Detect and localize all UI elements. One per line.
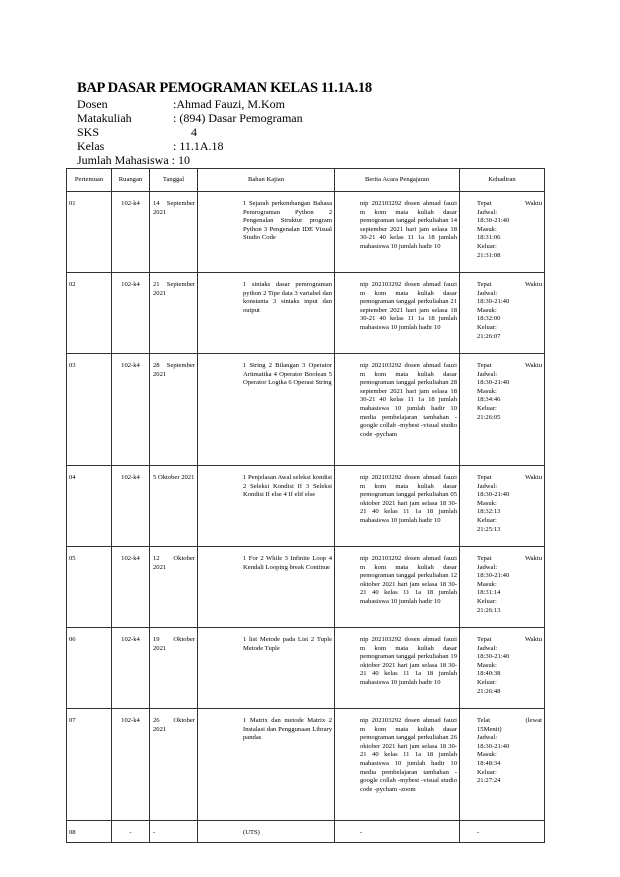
header-kehadiran: Kehadiran bbox=[460, 169, 545, 192]
cell-berita-acara: nip 202103292 dosen ahmad fauzi m kom mata kuliah dasar pemograman tanggal perkuliahan 12 oktober 2021 hari jam selasa 18 30-21 40 kelas 11 1a 18 jumlah mahasiswa 10 jumlah hadir 10 bbox=[335, 547, 460, 628]
kehadiran-status-a: Tepat bbox=[477, 555, 492, 562]
kehadiran-status-a: Tepat bbox=[477, 362, 492, 369]
cell-ruangan: 102-k4 bbox=[112, 192, 150, 273]
cell-tanggal: 5 Oktober 2021 bbox=[150, 466, 198, 547]
meta-row-matakuliah bbox=[77, 111, 303, 125]
table-row bbox=[67, 192, 545, 273]
cell-bahan-kajian: 1 list Metode pada List 2 Tuple Metode Tuple bbox=[198, 628, 335, 709]
cell-ruangan: 102-k4 bbox=[112, 628, 150, 709]
cell-tanggal: 14 September 2021 bbox=[150, 192, 198, 273]
cell-berita-acara: nip 202103292 dosen ahmad fauzi m kom mata kuliah dasar pemograman tanggal perkuliahan 26 oktober 2021 hari jam selasa 18 30-21 40 kelas 11 1a 18 jumlah mahasiswa 10 jumlah hadir 10 media pembelajaran tambahan -google collab -mybest -visual studio code -pycham -zoom bbox=[335, 709, 460, 821]
meta-label: SKS bbox=[77, 125, 100, 139]
table-row bbox=[67, 628, 545, 709]
cell-bahan-kajian: (UTS) bbox=[198, 821, 335, 843]
kehadiran-status-a: Tepat bbox=[477, 474, 492, 481]
kehadiran-detail: Jadwal: 18:30-21:40 Masuk: 18:31:06 Keluar: 21:31:08 bbox=[477, 208, 510, 259]
kehadiran-status-a: Tepat bbox=[477, 200, 492, 207]
document-title: BAP DASAR PEMOGRAMAN KELAS 11.1A.18 bbox=[77, 80, 372, 96]
table-row bbox=[67, 466, 545, 547]
cell-ruangan: 102-k4 bbox=[112, 709, 150, 821]
table-row bbox=[67, 354, 545, 466]
kehadiran-status bbox=[477, 717, 542, 726]
meta-label: Jumlah Mahasiswa bbox=[77, 153, 169, 167]
cell-ruangan: 102-k4 bbox=[112, 466, 150, 547]
cell-kehadiran bbox=[460, 709, 545, 821]
kehadiran-status-b: Waktu bbox=[524, 555, 542, 562]
kehadiran-status bbox=[477, 829, 542, 838]
kehadiran-detail: Jadwal: 18:30-21:40 Masuk: 18:31:14 Keluar: 21:26:13 bbox=[477, 563, 510, 614]
kehadiran-status-b: Waktu bbox=[524, 281, 542, 288]
cell-bahan-kajian: 1 Penjelasan Awal seleksi kondisi 2 Seleksi Kondisi If 3 Seleksi Kondisi If else 4 If elif else bbox=[198, 466, 335, 547]
kehadiran-detail: 15Menit) Jadwal: 18:30-21:40 Masuk: 18:48:34 Keluar: 21:27:24 bbox=[477, 725, 510, 785]
table-header-row bbox=[67, 169, 545, 192]
kehadiran-status-a: Tepat bbox=[477, 281, 492, 288]
kehadiran-detail: Jadwal: 18:30-21:40 Masuk: 18:40:38 Keluar: 21:26:48 bbox=[477, 644, 510, 695]
kehadiran-status bbox=[477, 555, 542, 564]
kehadiran-status bbox=[477, 362, 542, 371]
table-row bbox=[67, 547, 545, 628]
cell-pertemuan: 08 bbox=[67, 821, 112, 843]
cell-tanggal: 19 Oktober 2021 bbox=[150, 628, 198, 709]
cell-bahan-kajian: 1 String 2 Bilangan 3 Operator Aritmatika 4 Operator Boolean 5 Operator Logika 6 Operasi String bbox=[198, 354, 335, 466]
meta-row-sks bbox=[77, 125, 303, 139]
header-ruangan: Ruangan bbox=[112, 169, 150, 192]
kehadiran-detail: Jadwal: 18:30-21:40 Masuk: 18:32:13 Keluar: 21:25:13 bbox=[477, 482, 510, 533]
cell-tanggal: 28 September 2021 bbox=[150, 354, 198, 466]
cell-ruangan: 102-k4 bbox=[112, 273, 150, 354]
cell-bahan-kajian: 1 Matrix dan metode Matrix 2 Instalasi dan Penggunaan Library pandas bbox=[198, 709, 335, 821]
cell-tanggal: 26 Oktober 2021 bbox=[150, 709, 198, 821]
meta-row-jumlah-mahasiswa bbox=[77, 153, 303, 167]
cell-berita-acara: - bbox=[335, 821, 460, 843]
meta-value: : 10 bbox=[171, 153, 190, 167]
cell-pertemuan: 04 bbox=[67, 466, 112, 547]
header-berita-acara: Berita Acara Pengajaran bbox=[335, 169, 460, 192]
kehadiran-status bbox=[477, 200, 542, 209]
table-row bbox=[67, 709, 545, 821]
kehadiran-detail: Jadwal: 18:30-21:40 Masuk: 18:34:46 Keluar: 21:26:05 bbox=[477, 370, 510, 421]
cell-tanggal: - bbox=[150, 821, 198, 843]
meta-value: : 11.1A.18 bbox=[173, 139, 224, 153]
table-body bbox=[67, 192, 545, 843]
cell-berita-acara: nip 202103292 dosen ahmad fauzi m kom mata kuliah dasar pemograman tanggal perkuliahan 28 september 2021 hari jam selasa 18 30-21 40 kelas 11 1a 18 jumlah mahasiswa 10 jumlah hadir 10 media pembelajaran tambahan -google collab -mybest -visual studio code -pycham bbox=[335, 354, 460, 466]
meta-value: 4 bbox=[173, 125, 197, 139]
cell-kehadiran bbox=[460, 466, 545, 547]
cell-kehadiran bbox=[460, 628, 545, 709]
document-meta bbox=[77, 97, 303, 167]
cell-berita-acara: nip 202103292 dosen ahmad fauzi m kom mata kuliah dasar pemograman tanggal perkuliahan 21 september 2021 hari jam selasa 18 30-21 40 kelas 11 1a 18 jumlah mahasiswa 10 jumlah hadir 10 bbox=[335, 273, 460, 354]
table-row bbox=[67, 821, 545, 843]
cell-pertemuan: 07 bbox=[67, 709, 112, 821]
cell-bahan-kajian: 1 sintaks dasar pemrograman python 2 Tipe data 3 variabel dan konstanta 3 sintaks input dan output bbox=[198, 273, 335, 354]
kehadiran-status-b: Waktu bbox=[524, 200, 542, 207]
cell-kehadiran bbox=[460, 273, 545, 354]
cell-pertemuan: 06 bbox=[67, 628, 112, 709]
kehadiran-status bbox=[477, 281, 542, 290]
cell-bahan-kajian: 1 Sejarah perkembangan Bahasa Pemrograman Python 2 Pengenalan Struktur program Python 3 Pengenalan IDE Visual Studio Code bbox=[198, 192, 335, 273]
kehadiran-status bbox=[477, 474, 542, 483]
cell-ruangan: 102-k4 bbox=[112, 354, 150, 466]
cell-tanggal: 12 Oktober 2021 bbox=[150, 547, 198, 628]
cell-tanggal: 21 September 2021 bbox=[150, 273, 198, 354]
meta-row-dosen bbox=[77, 97, 303, 111]
cell-pertemuan: 05 bbox=[67, 547, 112, 628]
meta-row-kelas bbox=[77, 139, 303, 153]
cell-pertemuan: 03 bbox=[67, 354, 112, 466]
kehadiran-status-b: Waktu bbox=[524, 636, 542, 643]
header-tanggal: Tanggal bbox=[150, 169, 198, 192]
meta-label: Matakuliah bbox=[77, 111, 132, 125]
cell-ruangan: 102-k4 bbox=[112, 547, 150, 628]
header-bahan-kajian: Bahan Kajian bbox=[198, 169, 335, 192]
cell-berita-acara: nip 202103292 dosen ahmad fauzi m kom mata kuliah dasar pemograman tanggal perkuliahan 19 oktober 2021 hari jam selasa 18 30-21 40 kelas 11 1a 18 jumlah mahasiswa 10 jumlah hadir 10 bbox=[335, 628, 460, 709]
meta-value: : (894) Dasar Pemograman bbox=[173, 111, 303, 125]
kehadiran-status-a: - bbox=[477, 829, 480, 836]
kehadiran-status-a: Tepat bbox=[477, 636, 492, 643]
bap-table bbox=[66, 168, 545, 843]
kehadiran-detail: Jadwal: 18:30-21:40 Masuk: 18:32:00 Keluar: 21:26:07 bbox=[477, 289, 510, 340]
kehadiran-status-b: (lewat bbox=[525, 717, 542, 724]
header-pertemuan: Pertemuan bbox=[67, 169, 112, 192]
kehadiran-status-b: Waktu bbox=[524, 362, 542, 369]
cell-berita-acara: nip 202103292 dosen ahmad fauzi m kom mata kuliah dasar pemograman tanggal perkuliahan 14 september 2021 hari jam selasa 18 30-21 40 kelas 11 1a 18 jumlah mahasiswa 10 jumlah hadir 10 bbox=[335, 192, 460, 273]
table-row bbox=[67, 273, 545, 354]
meta-label: Dosen bbox=[77, 97, 108, 111]
cell-kehadiran bbox=[460, 354, 545, 466]
cell-ruangan: - bbox=[112, 821, 150, 843]
cell-kehadiran bbox=[460, 192, 545, 273]
cell-kehadiran bbox=[460, 821, 545, 843]
kehadiran-status-a: Telat bbox=[477, 717, 491, 724]
cell-berita-acara: nip 202103292 dosen ahmad fauzi m kom mata kuliah dasar pemograman tanggal perkuliahan 05 oktober 2021 hari jam selasa 18 30-21 40 kelas 11 1a 18 jumlah mahasiswa 10 jumlah hadir 10 bbox=[335, 466, 460, 547]
kehadiran-status-b: Waktu bbox=[524, 474, 542, 481]
cell-bahan-kajian: 1 For 2 While 3 Infinite Loop 4 Kendali Looping break Continue bbox=[198, 547, 335, 628]
meta-value: :Ahmad Fauzi, M.Kom bbox=[173, 97, 285, 111]
cell-pertemuan: 02 bbox=[67, 273, 112, 354]
kehadiran-status bbox=[477, 636, 542, 645]
cell-kehadiran bbox=[460, 547, 545, 628]
cell-pertemuan: 01 bbox=[67, 192, 112, 273]
meta-label: Kelas bbox=[77, 139, 105, 153]
